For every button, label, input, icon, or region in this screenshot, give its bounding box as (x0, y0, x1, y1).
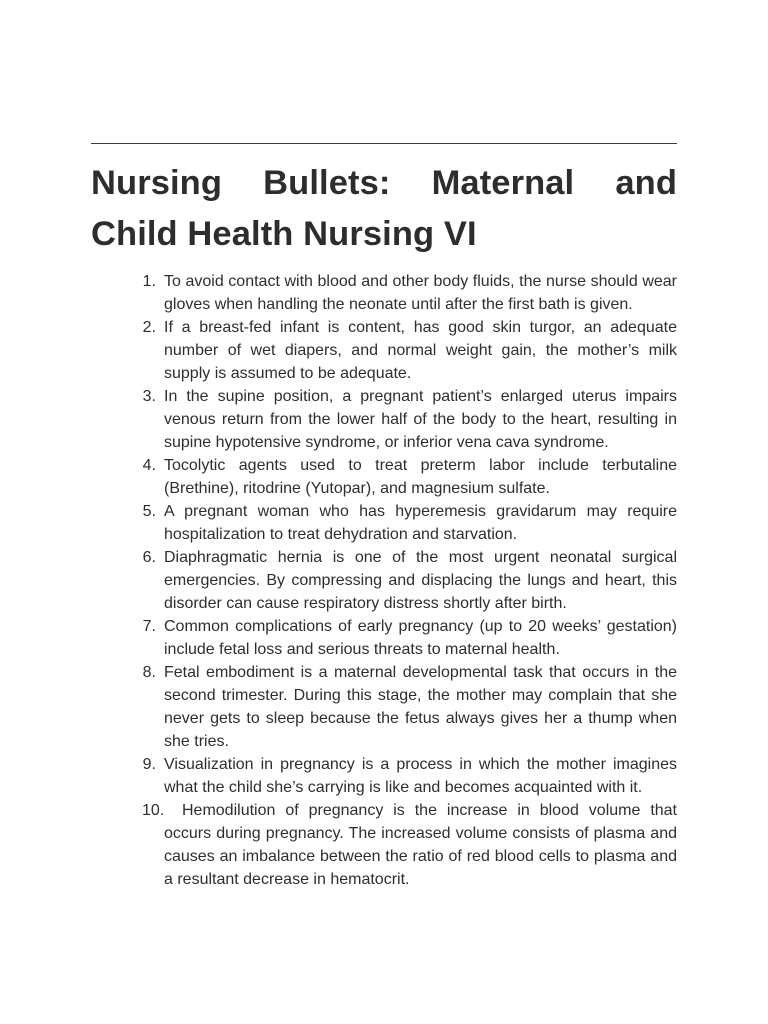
list-item-number: 10. (142, 802, 165, 819)
list-item-number: 7. (142, 618, 156, 635)
page-title: Nursing Bullets: Maternal and Child Health Nursing VI (91, 164, 677, 253)
list-item (91, 270, 677, 316)
document-page (91, 143, 677, 891)
list-item-number: 5. (142, 503, 156, 520)
list-item-text: Fetal embodiment is a maternal developmental task that occurs in the second trimester. During this stage, the mother may complain that she never gets to sleep because the fetus always gives her a thump when she tries. (164, 664, 677, 750)
list-item (91, 799, 677, 891)
list-item-number: 1. (142, 273, 156, 290)
bullet-list (91, 270, 677, 891)
list-item-number: 8. (142, 664, 156, 681)
list-item-text: In the supine position, a pregnant patient’s enlarged uterus impairs venous return from the lower half of the body to the heart, resulting in supine hypotensive syndrome, or inferior vena cava syndrome. (164, 388, 677, 451)
list-item-text: Hemodilution of pregnancy is the increase in blood volume that occurs during pregnancy. The increased volume consists of plasma and causes an imbalance between the ratio of red blood cells to plasma and a resultant decrease in hematocrit. (164, 802, 677, 888)
list-item-text: Visualization in pregnancy is a process in which the mother imagines what the child she’s carrying is like and becomes acquainted with it. (164, 756, 677, 796)
list-item-text: To avoid contact with blood and other body fluids, the nurse should wear gloves when handling the neonate until after the first bath is given. (164, 273, 677, 313)
list-item (91, 546, 677, 615)
list-item (91, 615, 677, 661)
list-item-text: Tocolytic agents used to treat preterm labor include terbutaline (Brethine), ritodrine (Yutopar), and magnesium sulfate. (164, 457, 677, 497)
list-item (91, 500, 677, 546)
list-item (91, 661, 677, 753)
list-item-text: Diaphragmatic hernia is one of the most urgent neonatal surgical emergencies. By compressing and displacing the lungs and heart, this disorder can cause respiratory distress shortly after birth. (164, 549, 677, 612)
list-item-number: 2. (142, 319, 156, 336)
list-item (91, 454, 677, 500)
list-item-number: 4. (142, 457, 156, 474)
header-divider (91, 143, 677, 144)
list-item-text: A pregnant woman who has hyperemesis gravidarum may require hospitalization to treat dehydration and starvation. (164, 503, 677, 543)
list-item-text: If a breast-fed infant is content, has good skin turgor, an adequate number of wet diapers, and normal weight gain, the mother’s milk supply is assumed to be adequate. (164, 319, 677, 382)
list-item-text: Common complications of early pregnancy (up to 20 weeks’ gestation) include fetal loss and serious threats to maternal health. (164, 618, 677, 658)
list-item-number: 3. (142, 388, 156, 405)
list-item-number: 6. (142, 549, 156, 566)
list-item-number: 9. (142, 756, 156, 773)
list-item (91, 753, 677, 799)
list-item (91, 385, 677, 454)
list-item (91, 316, 677, 385)
